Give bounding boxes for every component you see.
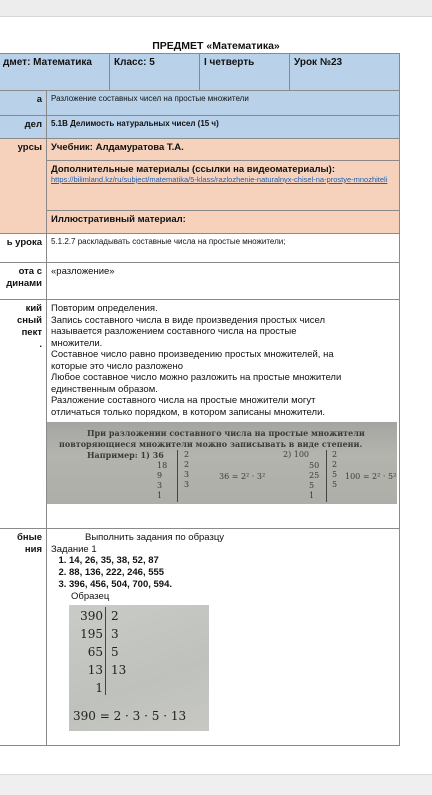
goal-label: ь урока (0, 234, 47, 263)
theory-line: которые это число разложено (51, 360, 183, 372)
task-list (51, 555, 395, 591)
tasks-label-line2: ния (24, 544, 42, 555)
resources-value (47, 139, 400, 234)
photo-result2: 100 = 2² · 5² (345, 472, 397, 481)
video-link[interactable]: https://bilimland.kz/ru/subject/matematika/5-klass/razlozhenie-naturalnyx-chisel-na-prostye-mnozhiteli (51, 175, 388, 184)
vocab-label-line1: ота с (18, 266, 42, 277)
topic-value: Разложение составных чисел на простые множители (47, 91, 400, 116)
task-item: 1. 14, 26, 35, 38, 52, 87 (69, 555, 395, 567)
illustrative-material: Иллюстративный материал: (51, 214, 186, 225)
theory-line: множители. (51, 337, 103, 349)
photo-col1-factors: 2 2 3 3 (184, 450, 190, 489)
sample-right-column: 2 3 5 13 (111, 608, 127, 677)
photo-example2: 2) 100 (283, 450, 310, 459)
grade-cell: Класс: 5 (110, 54, 200, 91)
theory-line: Разложение составного числа на простые множители могут (51, 395, 316, 406)
theory-content (47, 300, 400, 529)
subject-cell: дмет: Математика (0, 54, 110, 91)
theory-line: Запись составного числа в виде произведения простых чисел (51, 314, 326, 326)
sample-result: 390 = 2 · 3 · 5 · 13 (73, 708, 187, 723)
theory-label-line4: . (39, 339, 42, 350)
vocab-row (0, 263, 400, 300)
vocab-label-line2: динами (6, 278, 42, 289)
tasks-label-line1: бные (16, 532, 42, 543)
tasks-content (47, 529, 400, 746)
textbook-photo (47, 422, 397, 504)
section-row (0, 116, 400, 139)
viewer-bottom-bar (0, 774, 432, 795)
vocab-value: «разложение» (47, 263, 400, 300)
lesson-plan-table (0, 53, 400, 746)
theory-line: единственным образом. (51, 383, 158, 395)
vocab-label (0, 263, 47, 300)
task-item: 2. 88, 136, 222, 246, 555 (69, 567, 395, 579)
resources-row (0, 139, 400, 234)
theory-label-line1: кий (25, 303, 42, 314)
resources-label: урсы (0, 139, 47, 234)
tasks-row (0, 529, 400, 746)
header-row (0, 54, 400, 91)
photo-result1: 36 = 2² · 3² (219, 472, 266, 481)
task-title: Задание 1 (51, 543, 97, 555)
topic-row (0, 91, 400, 116)
extra-materials-label: Дополнительные материалы (ссылки на видеоматериалы): (51, 164, 335, 175)
photo-col1: 18 9 3 1 (157, 461, 168, 500)
theory-line: Повторим определения. (51, 303, 158, 314)
photo-col2-factors: 2 2 5 5 (332, 450, 338, 489)
task-item: 3. 396, 456, 504, 700, 594. (69, 579, 395, 591)
tasks-label (0, 529, 47, 746)
section-label: дел (0, 116, 47, 139)
theory-line: отличаться только порядком, в котором записаны множители. (51, 406, 326, 418)
tasks-instruction: Выполнить задания по образцу (85, 532, 225, 543)
photo-example-label: Например: 1) 36 (87, 450, 164, 460)
theory-label-line2: сный (17, 315, 42, 326)
theory-line: Любое составное число можно разложить на простые множители (51, 372, 342, 383)
topic-label: а (0, 91, 47, 116)
goal-row (0, 234, 400, 263)
photo-rule-line1: При разложении составного числа на простые множители (87, 428, 365, 438)
extra-materials (47, 161, 399, 211)
textbook-line: Учебник: Алдамуратова Т.А. (47, 139, 399, 161)
theory-line: называется разложением составного числа на простые (51, 326, 297, 337)
sample-photo (69, 605, 209, 731)
sample-left-column: 390 195 65 13 1 (80, 608, 103, 695)
theory-label-line3: пект (21, 327, 42, 338)
viewer-top-bar (0, 0, 432, 17)
theory-line: Составное число равно произведению простых множителей, на (51, 349, 334, 360)
sample-label: Образец (71, 591, 110, 602)
lesson-cell: Урок №23 (290, 54, 400, 91)
photo-col2: 50 25 5 1 (309, 461, 320, 500)
goal-value: 5.1.2.7 раскладывать составные числа на простые множители; (47, 234, 400, 263)
page-title: ПРЕДМЕТ «Математика» (152, 40, 280, 52)
section-value: 5.1В Делимость натуральных чисел (15 ч) (47, 116, 400, 139)
quarter-cell: I четверть (200, 54, 290, 91)
theory-row (0, 300, 400, 529)
theory-label (0, 300, 47, 529)
photo-rule-line2: повторяющиеся множители можно записывать в виде степени. (59, 439, 363, 449)
